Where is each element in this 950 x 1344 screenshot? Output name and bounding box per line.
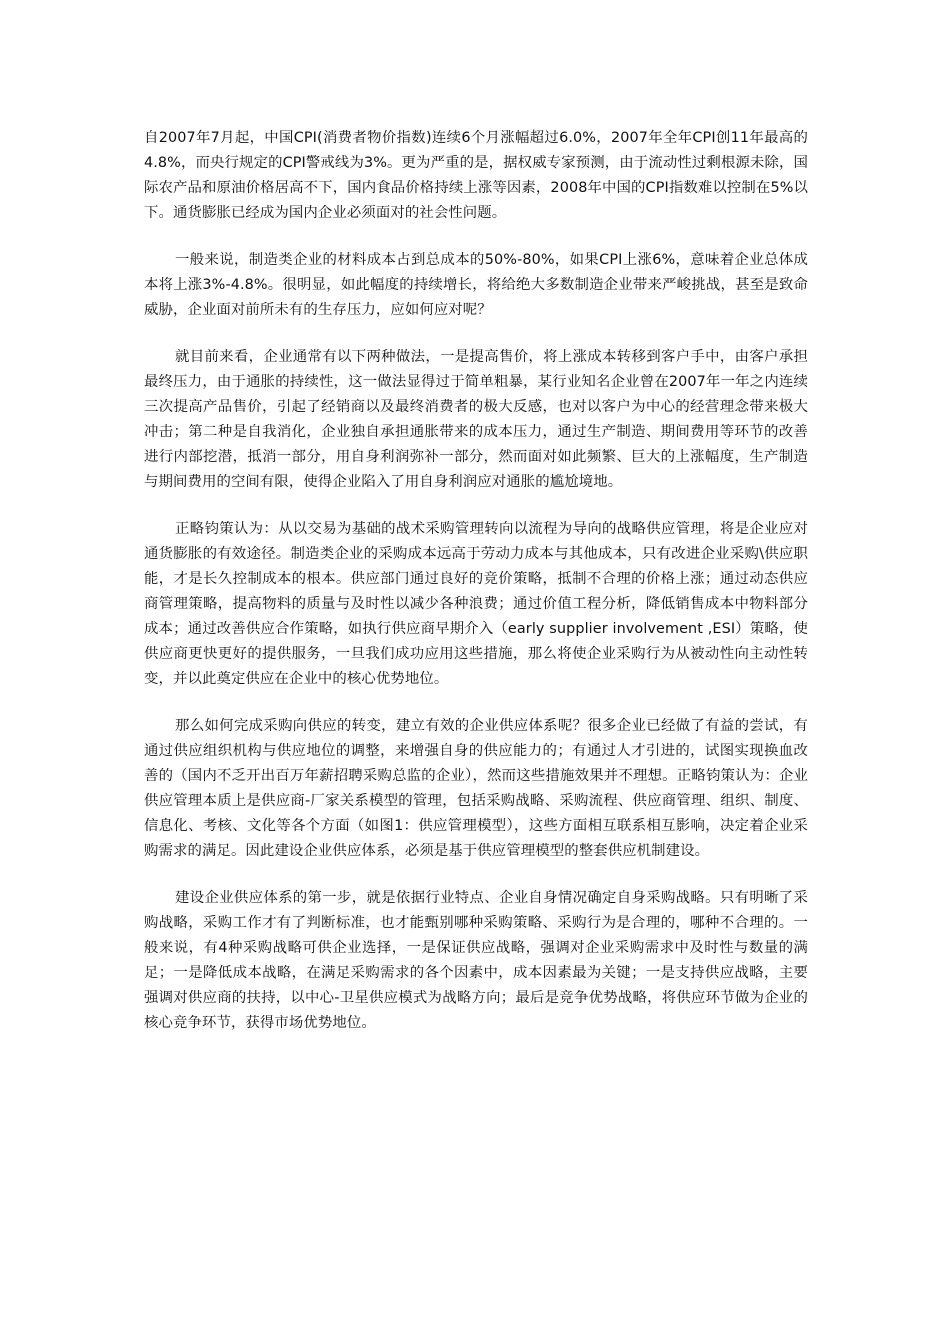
paragraph-strategic-supply: 正略钧策认为：从以交易为基础的战术采购管理转向以流程为导向的战略供应管理，将是企业应对通货膨胀的有效途径。制造类企业的采购成本远高于劳动力成本与其他成本，只有改进企业采购\供应职能，才是长久控制成本的根本。供应部门通过良好的竞价策略，抵制不合理的价格上涨；通过动态供应商管理策略，提高物料的质量与及时性以减少各种浪费；通过价值工程分析，降低销售成本中物料部分成本；通过改善供应合作策略，如执行供应商早期介入（early supplier involvement ,ESI）策略，使供应商更快更好的提供服务，一旦我们成功应用这些措施，那么将使企业采购行为从被动性向主动性转变，并以此奠定供应在企业中的核心优势地位。 [144,521,808,687]
paragraph-material-cost: 一般来说，制造类企业的材料成本占到总成本的50%-80%，如果CPI上涨6%，意味着企业总体成本将上涨3%-4.8%。很明显，如此幅度的持续增长，将给绝大多数制造企业带来严峻挑战，甚至是致命威胁，企业面对前所未有的生存压力，应如何应对呢？ [144,252,808,318]
article-body [144,126,808,1058]
paragraph-cpi-intro: 自2007年7月起，中国CPI(消费者物价指数)连续6个月涨幅超过6.0%，2007年全年CPI创11年最高的4.8%，而央行规定的CPI警戒线为3%。更为严重的是，据权威专家预测，由于流动性过剩根源未除，国际农产品和原油价格居高不下，国内食品价格持续上涨等因素，2008年中国的CPI指数难以控制在5%以下。通货膨胀已经成为国内企业必须面对的社会性问题。 [144,130,808,221]
paragraph-procurement-strategy: 建设企业供应体系的第一步，就是依据行业特点、企业自身情况确定自身采购战略。只有明晰了采购战略，采购工作才有了判断标准，也才能甄别哪种采购策略、采购行为是合理的，哪种不合理的。一般来说，有4种采购战略可供企业选择，一是保证供应战略，强调对企业采购需求中及时性与数量的满足；一是降低成本战略，在满足采购需求的各个因素中，成本因素最为关键；一是支持供应战略，主要强调对供应商的扶持，以中心-卫星供应模式为战略方向；最后是竞争优势战略，将供应环节做为企业的核心竞争环节，获得市场优势地位。 [144,890,808,1031]
paragraph-supply-system: 那么如何完成采购向供应的转变，建立有效的企业供应体系呢？很多企业已经做了有益的尝试，有通过供应组织机构与供应地位的调整，来增强自身的供应能力的；有通过人才引进的，试图实现换血改善的（国内不乏开出百万年薪招聘采购总监的企业），然而这些措施效果并不理想。正略钧策认为：企业供应管理本质上是供应商-厂家关系模型的管理，包括采购战略、采购流程、供应商管理、组织、制度、信息化、考核、文化等各个方面（如图1：供应管理模型），这些方面相互联系相互影响，决定着企业采购需求的满足。因此建设企业供应体系，必须是基于供应管理模型的整套供应机制建设。 [144,718,808,859]
paragraph-current-approaches: 就目前来看，企业通常有以下两种做法，一是提高售价，将上涨成本转移到客户手中，由客户承担最终压力，由于通胀的持续性，这一做法显得过于简单粗暴，某行业知名企业曾在2007年一年之内连续三次提高产品售价，引起了经销商以及最终消费者的极大反感，也对以客户为中心的经营理念带来极大冲击；第二种是自我消化，企业独自承担通胀带来的成本压力，通过生产制造、期间费用等环节的改善进行内部挖潜，抵消一部分，用自身利润弥补一部分，然而面对如此频繁、巨大的上涨幅度，生产制造与期间费用的空间有限，使得企业陷入了用自身利润应对通胀的尴尬境地。 [144,349,808,490]
